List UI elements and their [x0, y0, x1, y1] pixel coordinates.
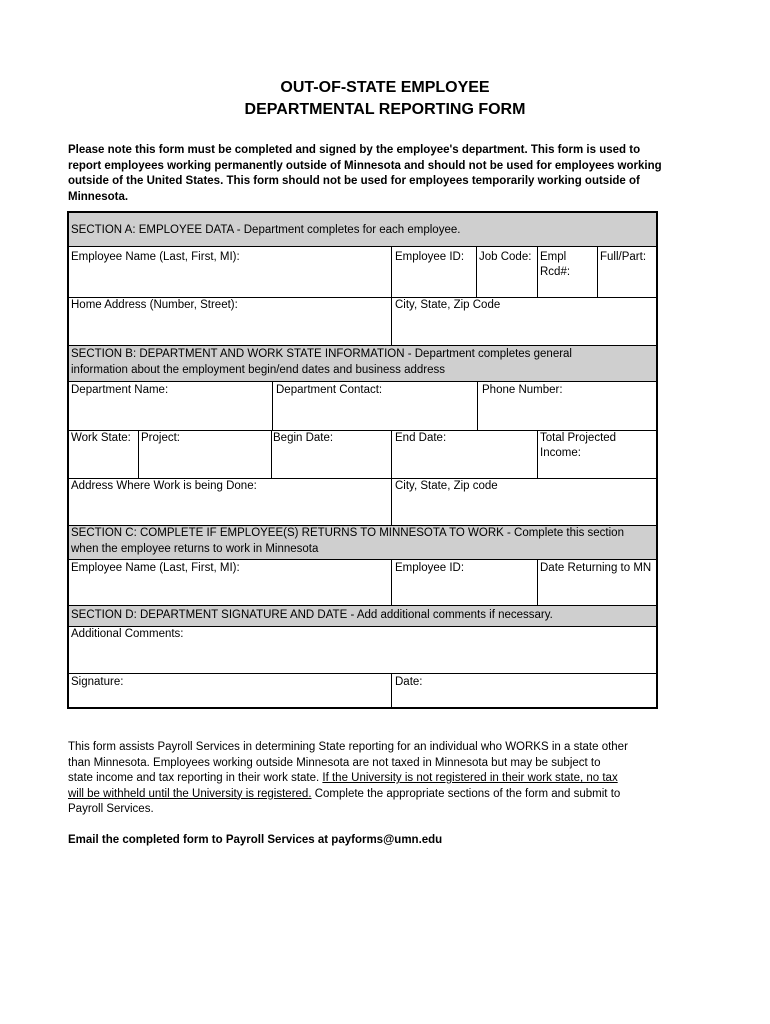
- section-c-header: [69, 526, 656, 560]
- section-b-header-line-1: SECTION B: DEPARTMENT AND WORK STATE INFORMATION - Department completes general: [71, 348, 572, 360]
- employee-name-field[interactable]: Employee Name (Last, First, MI):: [71, 251, 240, 263]
- date-field[interactable]: Date:: [395, 676, 423, 688]
- signature-field[interactable]: Signature:: [71, 676, 124, 688]
- department-contact-field[interactable]: Department Contact:: [276, 384, 383, 396]
- full-part-field[interactable]: Full/Part:: [600, 251, 647, 263]
- footer-text-underlined: If the University is not registered in their work state, no tax will be withheld until the University is registered.: [68, 772, 618, 800]
- employee-id-field[interactable]: Employee ID:: [395, 251, 465, 263]
- form-title-line-1: OUT-OF-STATE EMPLOYEE: [280, 79, 490, 96]
- intro-paragraph: Please note this form must be completed and signed by the employee's department. This form is used to report employees working permanently outside of Minnesota and should not be used for employees working outside of the United States. This form should not be used for employees temporarily working outside of Minnesota.: [68, 144, 662, 203]
- reporting-form-table: [67, 211, 658, 709]
- section-d-header: SECTION D: DEPARTMENT SIGNATURE AND DATE - Add additional comments if necessary.: [69, 606, 656, 627]
- home-address-field[interactable]: Home Address (Number, Street):: [71, 299, 238, 311]
- footer-text-end: Complete the appropriate sections of the form and submit to Payroll Services.: [68, 787, 621, 815]
- end-date-field[interactable]: End Date:: [395, 432, 447, 444]
- section-c-header-line-1: SECTION C: COMPLETE IF EMPLOYEE(S) RETURNS TO MINNESOTA TO WORK - Complete this section: [71, 527, 624, 539]
- footer-paragraph: [68, 740, 628, 818]
- phone-number-field[interactable]: Phone Number:: [482, 384, 563, 396]
- begin-date-field[interactable]: Begin Date:: [273, 432, 334, 444]
- date-returning-field[interactable]: Date Returning to MN: [540, 562, 652, 574]
- total-projected-label-1[interactable]: Total Projected: [540, 432, 617, 444]
- total-projected-label-2[interactable]: Income:: [540, 447, 581, 459]
- work-city-state-zip-field[interactable]: City, State, Zip code: [395, 480, 498, 492]
- return-employee-name-field[interactable]: Employee Name (Last, First, MI):: [71, 562, 240, 574]
- home-city-state-zip-field[interactable]: City, State, Zip Code: [395, 299, 501, 311]
- section-b-header: [69, 346, 656, 382]
- empl-rcd-label-2[interactable]: Rcd#:: [540, 266, 571, 278]
- return-employee-id-field[interactable]: Employee ID:: [395, 562, 465, 574]
- work-address-field[interactable]: Address Where Work is being Done:: [71, 480, 257, 492]
- project-field[interactable]: Project:: [141, 432, 180, 444]
- section-a-header: SECTION A: EMPLOYEE DATA - Department completes for each employee.: [69, 213, 656, 247]
- form-title-line-2: DEPARTMENTAL REPORTING FORM: [244, 101, 526, 118]
- empl-rcd-label-1[interactable]: Empl: [540, 251, 567, 263]
- section-c-header-line-2: when the employee returns to work in Minnesota: [71, 542, 319, 555]
- section-b-header-line-2: information about the employment begin/end dates and business address: [71, 363, 445, 376]
- department-name-field[interactable]: Department Name:: [71, 384, 169, 396]
- footer-text-plain: This form assists Payroll Services in determining State reporting for an individual who WORKS in a state other than Minnesota. Employees working outside Minnesota are not taxed in Minnesota but may be subject to state income and tax reporting in their work state.: [68, 741, 628, 784]
- email-instruction: Email the completed form to Payroll Services at payforms@umn.edu: [68, 834, 443, 846]
- work-state-field[interactable]: Work State:: [71, 432, 131, 444]
- job-code-field[interactable]: Job Code:: [479, 251, 532, 263]
- additional-comments-field[interactable]: Additional Comments:: [71, 628, 184, 640]
